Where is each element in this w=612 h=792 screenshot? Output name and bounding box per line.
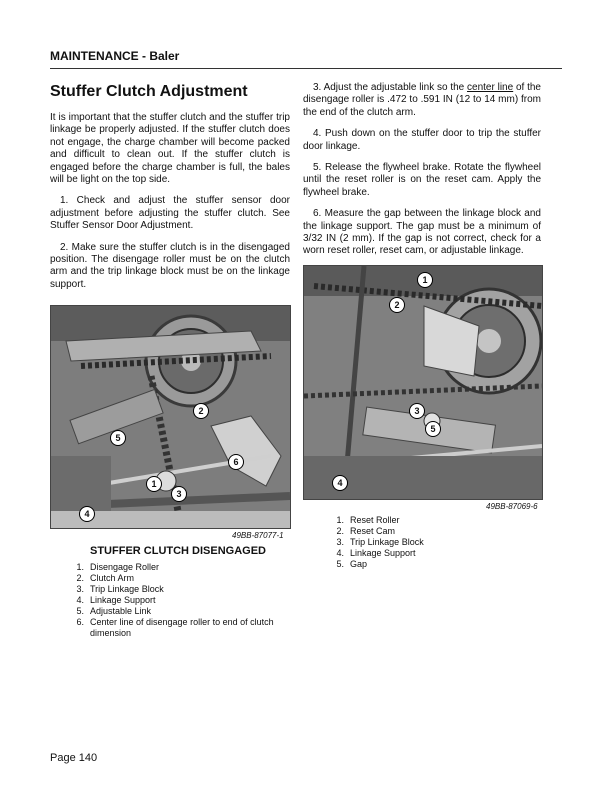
callout-3: 3 xyxy=(409,403,425,419)
legend-item: 2. Reset Cam xyxy=(336,526,396,536)
callout-5: 5 xyxy=(425,421,441,437)
step-3-text-a: 3. Adjust the adjustable link so the xyxy=(313,82,468,93)
left-column xyxy=(50,112,290,300)
legend-item: 3. Trip Linkage Block xyxy=(336,537,424,547)
callout-3: 3 xyxy=(171,486,187,502)
figure-right-ref: 49BB-87069-6 xyxy=(486,502,538,511)
callout-2: 2 xyxy=(193,403,209,419)
callout-4: 4 xyxy=(79,506,95,522)
legend-item: 4. Linkage Support xyxy=(336,548,416,558)
page-title: Stuffer Clutch Adjustment xyxy=(50,83,248,100)
figure-right-legend xyxy=(330,515,530,570)
callout-1: 1 xyxy=(146,476,162,492)
section-header: MAINTENANCE - Baler xyxy=(50,49,180,63)
callout-5: 5 xyxy=(110,430,126,446)
legend-item: 2. Clutch Arm xyxy=(76,573,135,583)
callout-1: 1 xyxy=(417,272,433,288)
callout-4: 4 xyxy=(332,475,348,491)
step-2: 2. Make sure the stuffer clutch is in the disengaged position. The disengage roller must be on the clutch arm and the trip linkage block must be on the linkage support. xyxy=(50,241,290,290)
callout-6: 6 xyxy=(228,454,244,470)
step-6: 6. Measure the gap between the linkage block and the linkage support. The gap must be a minimum of 3/32 IN (2 mm). If the gap is not correct, check for a worn reset roller, reset cam, or adjustable linkage. xyxy=(303,208,541,257)
photo-reset-mechanism xyxy=(303,265,543,500)
figure-left-legend xyxy=(70,562,290,639)
photo-stuffer-clutch-disengaged xyxy=(50,305,291,529)
callout-2: 2 xyxy=(389,297,405,313)
legend-item: 6. Center line of disengage roller to end of clutch dimension xyxy=(76,617,274,638)
step-3-text-b: of the disengage roller is .472 to .591 IN (12 to 14 mm) from the end of the clutch arm. xyxy=(303,82,541,118)
legend-item: 1. Reset Roller xyxy=(336,515,400,525)
legend-item: 3. Trip Linkage Block xyxy=(76,584,164,594)
step-3 xyxy=(303,82,541,119)
figure-left-caption: STUFFER CLUTCH DISENGAGED xyxy=(90,545,266,557)
legend-item: 1. Disengage Roller xyxy=(76,562,160,572)
step-3-center-line: center line xyxy=(467,82,514,93)
legend-item: 5. Gap xyxy=(336,559,368,569)
intro-paragraph: It is important that the stuffer clutch and the stuffer trip linkage be properly adjusted. If the stuffer clutch does not engage, the charge chamber will become packed and difficult to clean out. If the stuffer clutch is engaged before the charge chamber is full, the bales will be light on the top side. xyxy=(50,112,290,186)
step-4: 4. Push down on the stuffer door to trip the stuffer door linkage. xyxy=(303,128,541,152)
step-1: 1. Check and adjust the stuffer sensor door adjustment before adjusting the stuffer clutch. See Stuffer Sensor Door Adjustment. xyxy=(50,195,290,232)
right-column xyxy=(303,82,541,267)
legend-item: 4. Linkage Support xyxy=(76,595,156,605)
page-number: Page 140 xyxy=(50,752,98,764)
step-5: 5. Release the flywheel brake. Rotate the flywheel until the reset roller is on the reset cam. Apply the flywheel brake. xyxy=(303,162,541,198)
legend-item: 5. Adjustable Link xyxy=(76,606,152,616)
figure-left-ref: 49BB-87077-1 xyxy=(232,531,284,540)
header-rule xyxy=(50,68,562,69)
